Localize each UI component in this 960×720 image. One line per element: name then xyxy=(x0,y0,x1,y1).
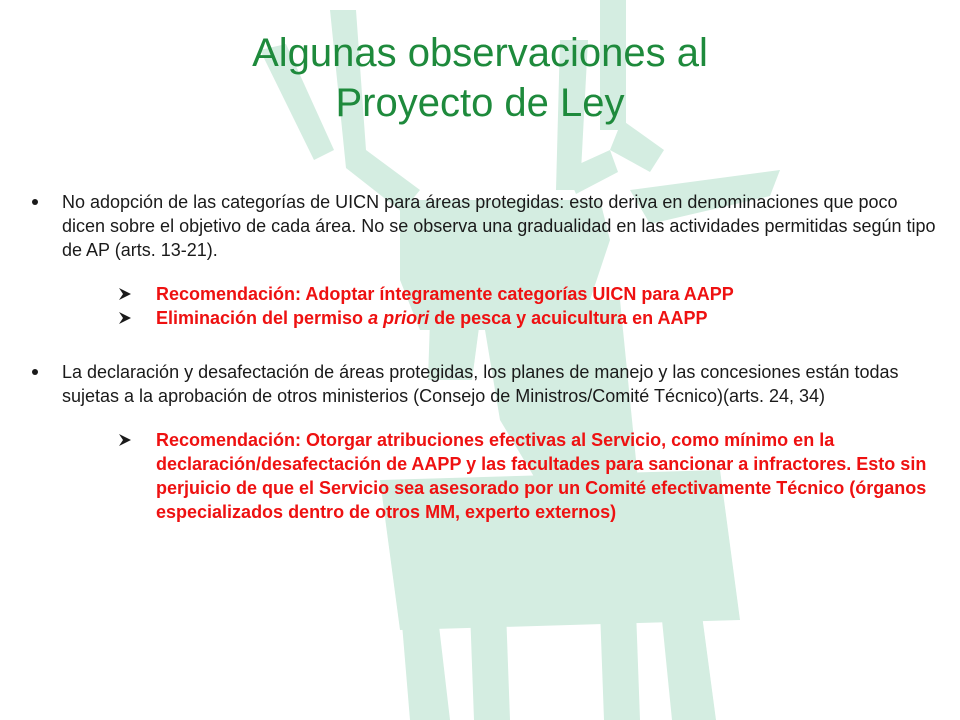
recommendation-list xyxy=(118,282,940,330)
bullet-text: La declaración y desafectación de áreas protegidas, los planes de manejo y las concesiones están todas sujetas a la aprobación de otros ministerios (Consejo de Ministros/Comité Técnico)(arts. 24, 34) xyxy=(62,362,899,406)
recommendation-text: Recomendación: Otorgar atribuciones efectivas al Servicio, como mínimo en la declaración/desafectación de AAPP y las facultades para sancionar a infractores. Esto sin perjuicio de que el Servicio sea asesorado por un Comité efectivamente Técnico (órganos especializados dentro de otros MM, experto externos) xyxy=(156,430,927,522)
slide-content xyxy=(30,190,940,524)
recommendation-item xyxy=(118,306,940,330)
recommendation-text-part: de pesca y acuicultura en AAPP xyxy=(429,308,708,328)
page-title xyxy=(0,28,960,128)
bullet-dot-icon xyxy=(32,199,38,205)
arrow-bullet-icon xyxy=(118,311,132,325)
arrow-bullet-icon xyxy=(118,287,132,301)
recommendation-text: Recomendación: Adoptar íntegramente categorías UICN para AAPP xyxy=(156,284,734,304)
recommendation-italic-text: a priori xyxy=(368,308,430,328)
bullet-item xyxy=(30,360,940,408)
bullet-dot-icon xyxy=(32,369,38,375)
bullet-text: No adopción de las categorías de UICN para áreas protegidas: esto deriva en denominaciones que poco dicen sobre el objetivo de cada área. No se observa una gradualidad en las actividades permitidas según tipo de AP (arts. 13-21). xyxy=(62,192,936,260)
bullet-item xyxy=(30,190,940,262)
recommendation-text-part: Eliminación del permiso xyxy=(156,308,369,328)
recommendation-item xyxy=(118,428,940,524)
title-line-2: Proyecto de Ley xyxy=(335,81,625,125)
arrow-bullet-icon xyxy=(118,433,132,447)
recommendation-item xyxy=(118,282,940,306)
recommendation-list xyxy=(118,428,940,524)
title-line-1: Algunas observaciones al xyxy=(252,31,708,75)
